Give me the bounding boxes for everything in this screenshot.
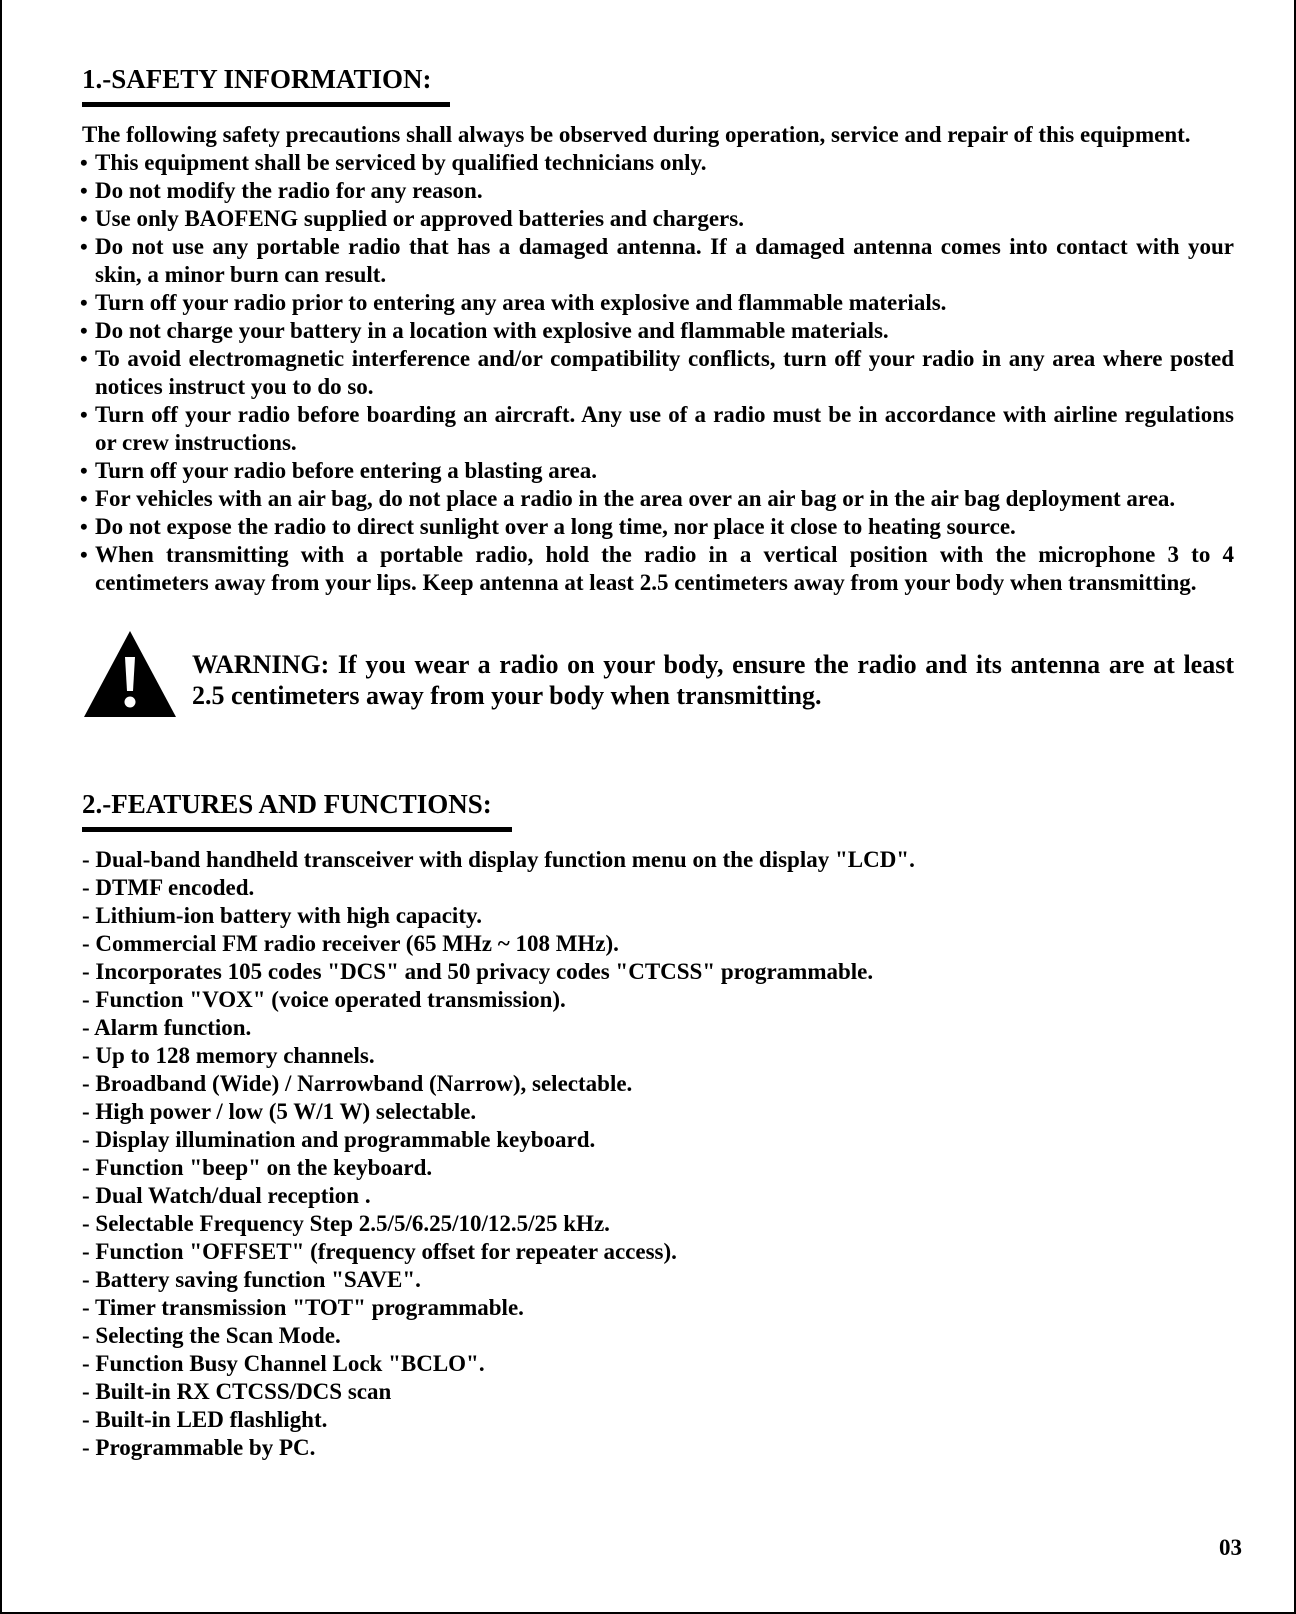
safety-intro: The following safety precautions shall always be observed during operation, service and repair of this equipment. bbox=[82, 122, 1191, 147]
list-item: - Programmable by PC. bbox=[82, 1435, 316, 1460]
list-item: - Incorporates 105 codes "DCS" and 50 privacy codes "CTCSS" programmable. bbox=[82, 959, 874, 984]
list-item: - Up to 128 memory channels. bbox=[82, 1043, 375, 1068]
warning-box bbox=[82, 629, 1234, 725]
list-item: • Turn off your radio before entering a blasting area. bbox=[82, 457, 1234, 485]
list-item: • This equipment shall be serviced by qualified technicians only. bbox=[82, 149, 1234, 177]
list-item: - Selectable Frequency Step 2.5/5/6.25/10/12.5/25 kHz. bbox=[82, 1211, 610, 1236]
list-item: - DTMF encoded. bbox=[82, 875, 255, 900]
list-item: - Broadband (Wide) / Narrowband (Narrow), selectable. bbox=[82, 1071, 633, 1096]
page-content bbox=[82, 62, 1234, 1462]
list-item: - Function "OFFSET" (frequency offset for repeater access). bbox=[82, 1239, 677, 1264]
list-item: - Dual Watch/dual reception . bbox=[82, 1183, 371, 1208]
features-list bbox=[82, 846, 1234, 1462]
heading-underline bbox=[82, 827, 512, 832]
list-item: • Do not charge your battery in a location with explosive and flammable materials. bbox=[82, 317, 1234, 345]
warning-text: WARNING: If you wear a radio on your body, ensure the radio and its antenna are at least 2.5 centimeters away from your body when transmitting. bbox=[192, 650, 1234, 710]
page-number: 03 bbox=[1219, 1535, 1242, 1560]
list-item: • For vehicles with an air bag, do not place a radio in the area over an air bag or in the air bag deployment area. bbox=[82, 485, 1234, 513]
list-item: - Function "VOX" (voice operated transmission). bbox=[82, 987, 566, 1012]
list-item: • Do not expose the radio to direct sunlight over a long time, nor place it close to heating source. bbox=[82, 513, 1234, 541]
features-section bbox=[82, 787, 1234, 1462]
list-item: - Battery saving function "SAVE". bbox=[82, 1267, 421, 1292]
list-item: - Built-in LED flashlight. bbox=[82, 1407, 328, 1432]
list-item: • Use only BAOFENG supplied or approved batteries and chargers. bbox=[82, 205, 1234, 233]
heading-underline bbox=[82, 102, 450, 107]
list-item: - Function Busy Channel Lock "BCLO". bbox=[82, 1351, 485, 1376]
list-item: - Function "beep" on the keyboard. bbox=[82, 1155, 433, 1180]
safety-bullet-list bbox=[82, 149, 1234, 597]
list-item: • To avoid electromagnetic interference and/or compatibility conflicts, turn off your radio in any area where posted notices instruct you to do so. bbox=[82, 345, 1234, 401]
list-item: - Timer transmission "TOT" programmable. bbox=[82, 1295, 524, 1320]
warning-triangle-icon bbox=[82, 629, 178, 719]
list-item: • When transmitting with a portable radio, hold the radio in a vertical position with the microphone 3 to 4 centimeters away from your lips. Keep antenna at least 2.5 centimeters away from your body when transmitting. bbox=[82, 541, 1234, 597]
list-item: - Selecting the Scan Mode. bbox=[82, 1323, 341, 1348]
list-item: - Lithium-ion battery with high capacity. bbox=[82, 903, 482, 928]
list-item: - Dual-band handheld transceiver with display function menu on the display "LCD". bbox=[82, 847, 915, 872]
features-heading: 2.-FEATURES AND FUNCTIONS: bbox=[82, 789, 492, 819]
list-item: - Display illumination and programmable keyboard. bbox=[82, 1127, 596, 1152]
list-item: • Do not modify the radio for any reason. bbox=[82, 177, 1234, 205]
list-item: • Do not use any portable radio that has a damaged antenna. If a damaged antenna comes into contact with your skin, a minor burn can result. bbox=[82, 233, 1234, 289]
list-item: - Commercial FM radio receiver (65 MHz ~ 108 MHz). bbox=[82, 931, 619, 956]
list-item: • Turn off your radio prior to entering any area with explosive and flammable materials. bbox=[82, 289, 1234, 317]
list-item: • Turn off your radio before boarding an aircraft. Any use of a radio must be in accordance with airline regulations or crew instructions. bbox=[82, 401, 1234, 457]
list-item: - Built-in RX CTCSS/DCS scan bbox=[82, 1379, 392, 1404]
safety-information-heading: 1.-SAFETY INFORMATION: bbox=[82, 64, 432, 94]
list-item: - High power / low (5 W/1 W) selectable. bbox=[82, 1099, 477, 1124]
safety-information-section bbox=[82, 62, 1234, 725]
list-item: - Alarm function. bbox=[82, 1015, 252, 1040]
